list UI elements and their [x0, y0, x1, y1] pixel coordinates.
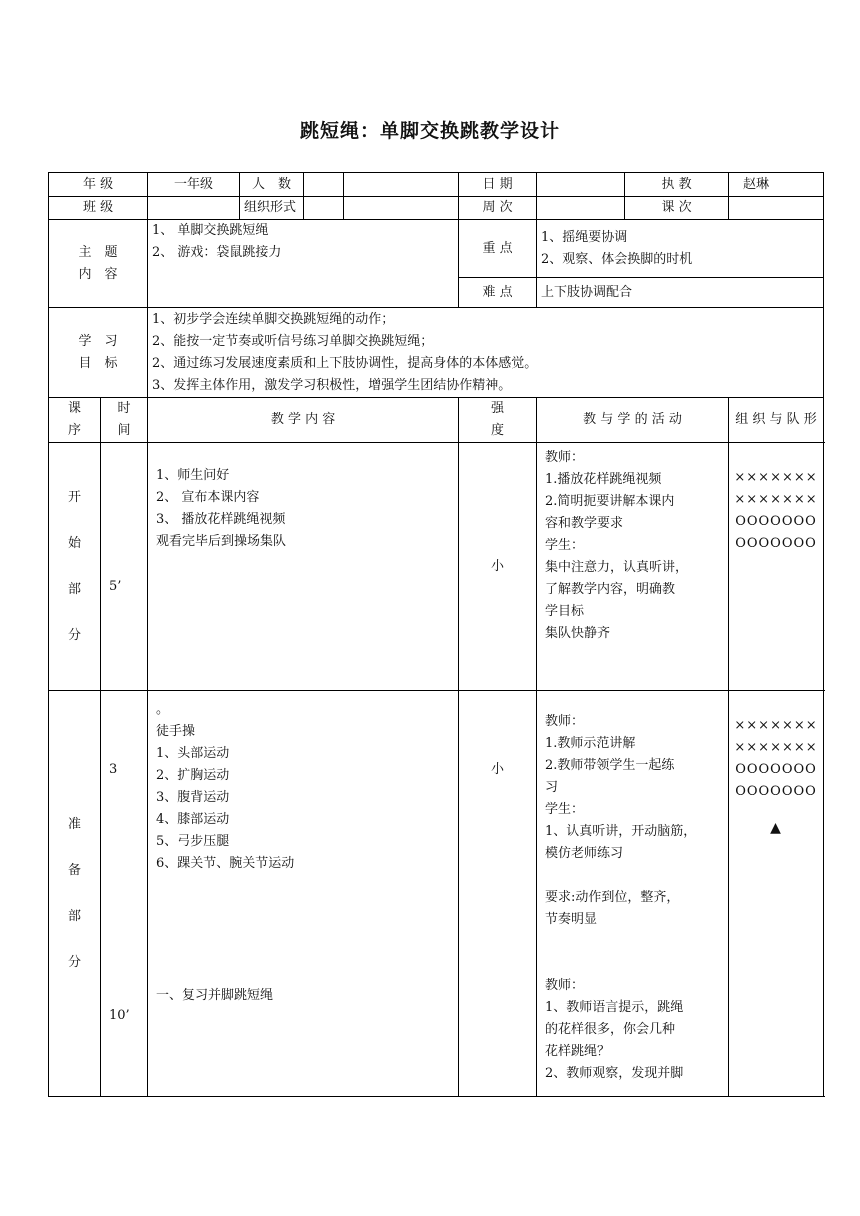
formation-row: OOOOOOO — [735, 514, 817, 529]
prep-activity-line: 2.教师带领学生一起练 — [545, 758, 675, 773]
prep-activity-line-2: 教师： — [545, 978, 585, 993]
prep-content-item: 4、膝部运动 — [156, 812, 230, 827]
org-value — [304, 197, 344, 220]
class-value — [148, 197, 240, 220]
prep-activity-line: 学生： — [545, 802, 585, 817]
prep-activity-line-2: 的花样很多，你会几种 — [545, 1022, 676, 1037]
prep-activity-line-2: 2、教师观察，发现并脚 — [545, 1066, 684, 1081]
theme-content — [148, 220, 459, 308]
objective-item: 2、通过练习发展速度素质和上下肢协调性，提高身体的本体感觉。 — [152, 355, 538, 371]
lesson-value — [729, 197, 824, 220]
start-activity-line: 了解教学内容，明确教 — [545, 582, 676, 597]
objective-item: 3、发挥主体作用，激发学习积极性，增强学生团结协作精神。 — [152, 377, 512, 393]
start-section-name — [49, 443, 101, 691]
header-intensity-line1: 强 — [491, 401, 505, 416]
prep-activity-line-2: 1、教师语言提示，跳绳 — [545, 1000, 684, 1015]
prep-activity-line: 要求:动作到位，整齐， — [545, 890, 680, 905]
week-value — [537, 197, 625, 220]
header-intensity — [459, 398, 537, 443]
prep-activity-line: 习 — [545, 780, 559, 795]
prep-content-item: 。 — [156, 702, 170, 717]
start-char: 部 — [67, 581, 81, 597]
start-content-item: 2、 宣布本课内容 — [156, 490, 260, 505]
lesson-plan-table — [48, 172, 824, 1097]
week-label: 周 次 — [459, 197, 537, 220]
start-content-item: 1、师生问好 — [156, 468, 230, 483]
formation-row: OOOOOOO — [735, 762, 817, 777]
prep-activity — [537, 691, 729, 1097]
formation-row: ××××××× — [734, 740, 818, 755]
teacher-value: 赵琳 — [729, 173, 824, 197]
prep-char: 准 — [67, 816, 81, 832]
formation-row: OOOOOOO — [735, 784, 817, 799]
date-value — [537, 173, 625, 197]
start-activity-line: 教师： — [545, 450, 585, 465]
header-time-line2: 间 — [117, 423, 131, 438]
start-activity-line: 2.简明扼要讲解本课内 — [545, 494, 675, 509]
teacher-triangle-icon: ▲ — [770, 820, 782, 836]
formation-row: ××××××× — [734, 492, 818, 507]
formation-row: OOOOOOO — [735, 536, 817, 551]
header-content: 教 学 内 容 — [148, 398, 459, 443]
objectives-label-line2: 目 标 — [78, 355, 118, 371]
prep-char: 分 — [67, 954, 81, 970]
count-value — [304, 173, 344, 197]
start-activity-line: 学生： — [545, 538, 585, 553]
header-section — [49, 398, 101, 443]
theme-label — [49, 220, 148, 308]
prep-content-item: 1、头部运动 — [156, 746, 230, 761]
key-point-item: 2、观察、体会换脚的时机 — [541, 251, 693, 267]
key-point-item: 1、摇绳要协调 — [541, 229, 628, 245]
start-char: 始 — [67, 535, 81, 551]
start-content-item: 3、 播放花样跳绳视频 — [156, 512, 286, 527]
theme-label-line2: 内 容 — [78, 266, 118, 282]
header-time — [101, 398, 148, 443]
header-intensity-line2: 度 — [491, 423, 505, 438]
prep-content-item: 3、腹背运动 — [156, 790, 230, 805]
header-organization: 组 织 与 队 形 — [729, 398, 824, 443]
start-activity-line: 容和教学要求 — [545, 516, 624, 531]
date-label: 日 期 — [459, 173, 537, 197]
prep-content-item: 6、踝关节、腕关节运动 — [156, 856, 295, 871]
header-section-line1: 课 — [67, 401, 81, 416]
document-title: 跳短绳：单脚交换跳教学设计 — [299, 120, 560, 142]
prep-content-item: 5、弓步压腿 — [156, 834, 230, 849]
prep-intensity: 小 — [459, 691, 537, 1097]
difficulty-label: 难 点 — [459, 278, 537, 308]
prep-time-1: 3 — [109, 762, 118, 777]
prep-activity-line: 1.教师示范讲解 — [545, 736, 636, 751]
difficulty-value: 上下肢协调配合 — [537, 278, 824, 308]
prep-time-2: 10’ — [109, 1008, 130, 1023]
prep-char: 备 — [67, 862, 81, 878]
count-extra — [344, 173, 459, 197]
class-label: 班 级 — [49, 197, 148, 220]
prep-activity-line — [545, 865, 724, 887]
objectives-label — [49, 308, 148, 398]
start-char: 分 — [67, 627, 81, 643]
header-section-line2: 序 — [67, 423, 81, 438]
start-activity-line: 集队快静齐 — [545, 626, 611, 641]
objective-item: 2、能按一定节奏或听信号练习单脚交换跳短绳； — [152, 333, 434, 349]
prep-formation — [729, 691, 824, 1097]
start-intensity: 小 — [459, 443, 537, 691]
start-activity — [537, 443, 729, 691]
start-formation — [729, 443, 824, 691]
prep-activity-line: 教师： — [545, 714, 585, 729]
start-content — [148, 443, 459, 691]
prep-content-item-2: 一、复习并脚跳短绳 — [156, 988, 274, 1003]
org-extra — [344, 197, 459, 220]
start-char: 开 — [67, 489, 81, 505]
theme-label-line1: 主 题 — [78, 244, 118, 260]
start-activity-line: 1.播放花样跳绳视频 — [545, 472, 662, 487]
org-label: 组织形式 — [240, 197, 304, 220]
prep-activity-line: 节奏明显 — [545, 912, 598, 927]
start-content-item: 观看完毕后到操场集队 — [156, 534, 287, 549]
theme-item: 1、 单脚交换跳短绳 — [152, 223, 269, 238]
header-time-line1: 时 — [117, 401, 131, 416]
grade-value: 一年级 — [148, 173, 240, 197]
prep-char: 部 — [67, 908, 81, 924]
objectives-content — [148, 308, 824, 398]
teacher-label: 执 教 — [625, 173, 729, 197]
key-point-content — [537, 220, 824, 278]
prep-content-item: 徒手操 — [156, 724, 196, 739]
lesson-label: 课 次 — [625, 197, 729, 220]
theme-item: 2、 游戏：袋鼠跳接力 — [152, 245, 282, 260]
count-label: 人 数 — [240, 173, 304, 197]
prep-time — [101, 691, 148, 1097]
grade-label: 年 级 — [49, 173, 148, 197]
prep-activity-line: 模仿老师练习 — [545, 846, 624, 861]
start-activity-line: 学目标 — [545, 604, 585, 619]
prep-content — [148, 691, 459, 1097]
header-activity: 教 与 学 的 活 动 — [537, 398, 729, 443]
key-point-label: 重 点 — [459, 220, 537, 278]
prep-content-item: 2、扩胸运动 — [156, 768, 230, 783]
prep-activity-line: 1、认真听讲，开动脑筋， — [545, 824, 697, 839]
objectives-label-line1: 学 习 — [78, 333, 118, 349]
formation-row: ××××××× — [734, 718, 818, 733]
objective-item: 1、初步学会连续单脚交换跳短绳的动作； — [152, 311, 395, 327]
prep-activity-line-2: 花样跳绳？ — [545, 1044, 611, 1059]
start-activity-line: 集中注意力，认真听讲， — [545, 560, 689, 575]
formation-row: ××××××× — [734, 470, 818, 485]
prep-section-name — [49, 691, 101, 1097]
start-time: 5’ — [101, 443, 148, 691]
